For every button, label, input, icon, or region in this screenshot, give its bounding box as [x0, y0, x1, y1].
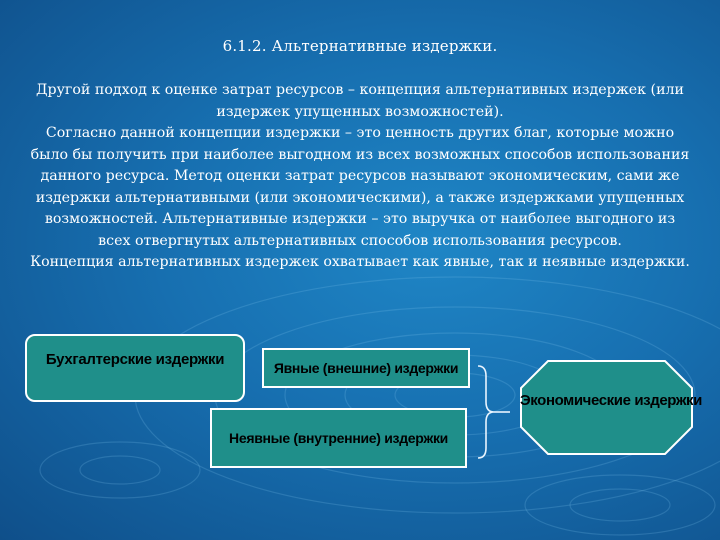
paragraph-scope: Концепция альтернативных издержек охватывает как явные, так и неявные издержки. — [30, 254, 690, 270]
implicit-costs-label: Неявные (внутренние) издержки — [229, 430, 448, 446]
grouping-brace — [472, 362, 512, 462]
paragraph-approach: Другой подход к оценке затрат ресурсов – концепция альтернативных издержек (или издержек упущенных возможностей). — [35, 82, 685, 120]
paragraph-definition: Согласно данной концепции издержки – это ценность других благ, которые можно было бы получить при наиболее выгодном из всех возможных способов использования данного ресурса. Метод оценки затрат ресурсов называют экономическим, сами же издержки альтернативными (или экономическими), а также издержками упущенных возможностей. Альтернативные издержки – это выручка от наиболее выгодного из всех отвергнутых альтернативных способов использования ресурсов. — [30, 125, 690, 249]
explicit-costs-box — [262, 348, 470, 388]
slide-body — [30, 80, 690, 274]
accounting-costs-box — [25, 334, 245, 402]
accounting-costs-label: Бухгалтерские издержки — [45, 351, 225, 368]
explicit-costs-label: Явные (внешние) издержки — [273, 360, 459, 376]
economic-costs-label: Экономические издержки — [520, 392, 702, 409]
slide-title: 6.1.2. Альтернативные издержки. — [222, 37, 498, 55]
implicit-costs-box — [210, 408, 467, 468]
